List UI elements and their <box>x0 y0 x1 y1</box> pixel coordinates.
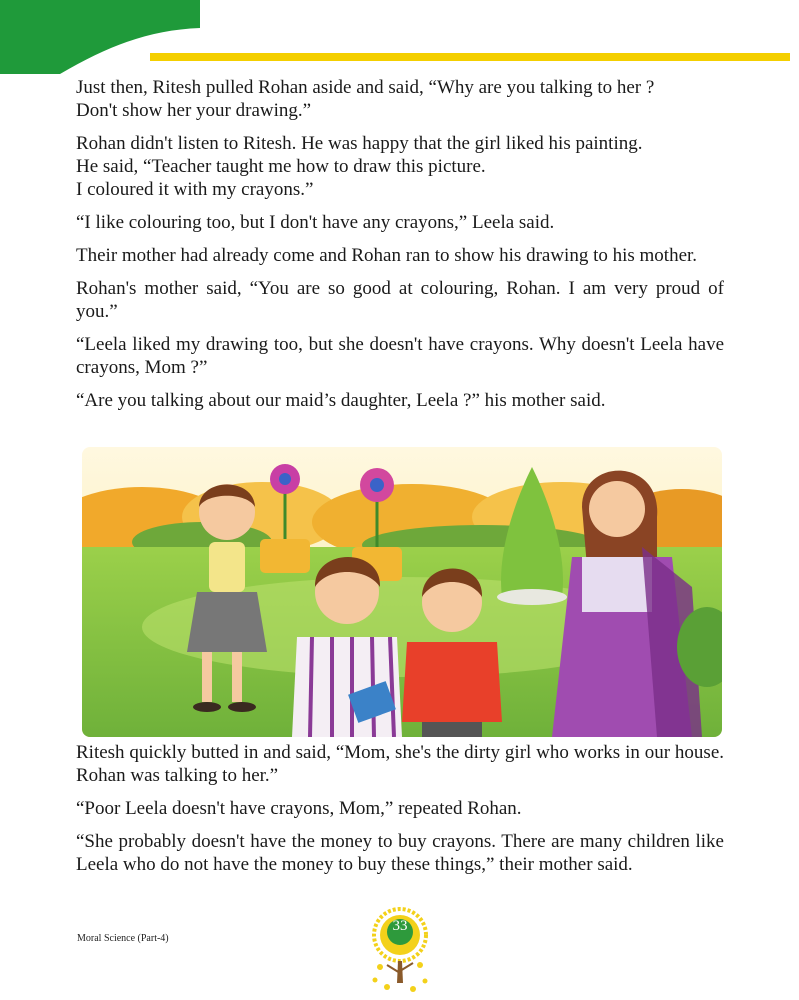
paragraph-3: “I like colouring too, but I don't have any crayons,” Leela said. <box>76 212 555 233</box>
paragraph-6: “Leela liked my drawing too, but she doesn't have crayons. Why doesn't Leela have crayons, Mom ?” <box>76 334 724 378</box>
story-text-bottom <box>76 741 724 886</box>
paragraph-2-line-3: I coloured it with my crayons.” <box>76 179 314 200</box>
paragraph-7: “Are you talking about our maid’s daughter, Leela ?” his mother said. <box>76 390 606 411</box>
garden-scene <box>82 447 722 737</box>
header-band <box>0 0 799 80</box>
green-corner-shape <box>0 0 200 74</box>
book-title: Moral Science (Part-4) <box>77 933 169 944</box>
paragraph-1-line-1: Just then, Ritesh pulled Rohan aside and said, “Why are you talking to her ? <box>76 77 655 98</box>
paragraph-9: “Poor Leela doesn't have crayons, Mom,” repeated Rohan. <box>76 798 522 819</box>
page-number: 33 <box>392 918 408 934</box>
paragraph-1-line-2: Don't show her your drawing.” <box>76 100 312 121</box>
paragraph-2 <box>76 132 724 201</box>
paragraph-2-line-1: Rohan didn't listen to Ritesh. He was happy that the girl liked his painting. <box>76 133 643 154</box>
paragraph-5: Rohan's mother said, “You are so good at colouring, Rohan. I am very proud of you.” <box>76 278 724 322</box>
paragraph-4: Their mother had already come and Rohan ran to show his drawing to his mother. <box>76 245 698 266</box>
paragraph-1 <box>76 76 724 122</box>
paragraph-10: “She probably doesn't have the money to buy crayons. There are many children like Leela who do not have the money to buy these things,” their mother said. <box>76 831 724 875</box>
paragraph-8: Ritesh quickly butted in and said, “Mom, she's the dirty girl who works in our house. Rohan was talking to her.” <box>76 742 724 786</box>
paragraph-2-line-2: He said, “Teacher taught me how to draw this picture. <box>76 156 486 177</box>
story-illustration <box>82 447 722 737</box>
yellow-stripe <box>150 53 790 61</box>
story-text-top <box>76 76 724 422</box>
